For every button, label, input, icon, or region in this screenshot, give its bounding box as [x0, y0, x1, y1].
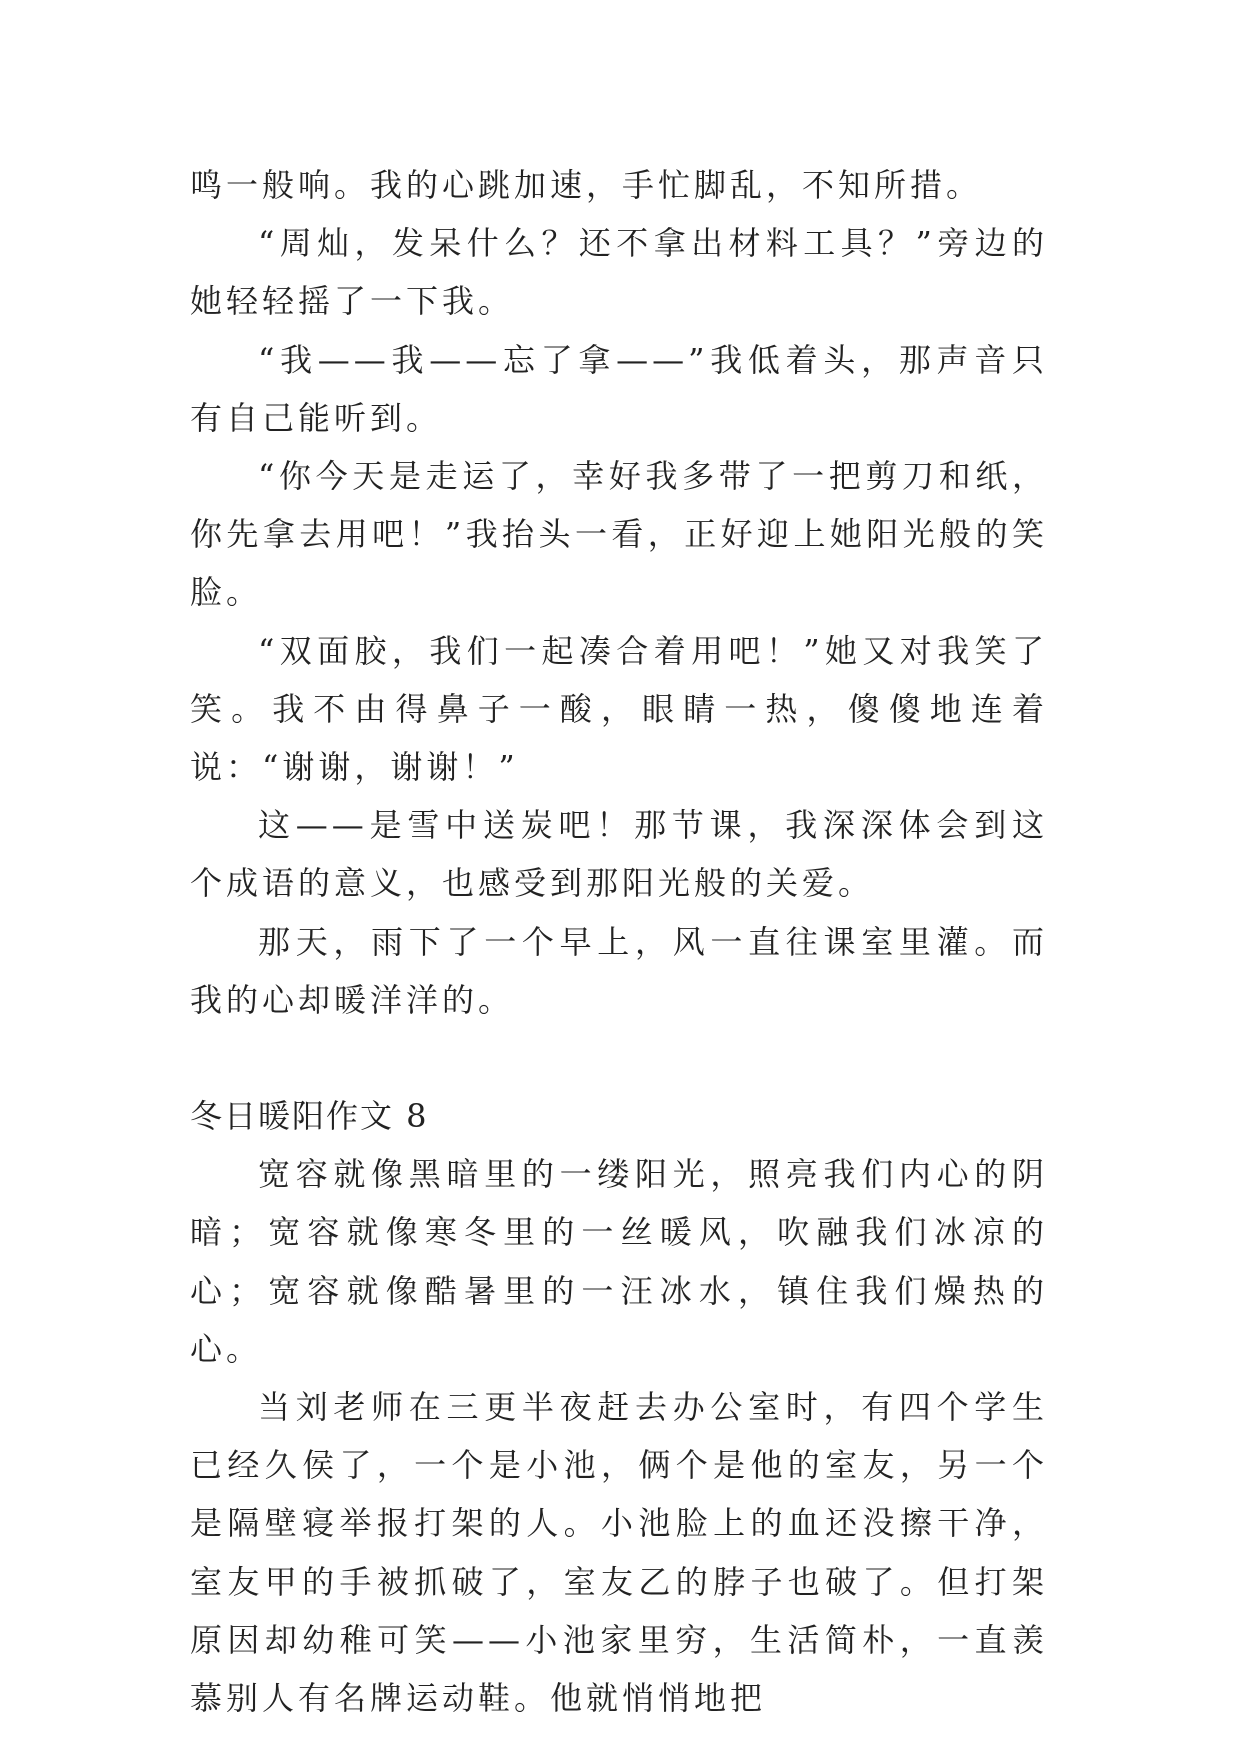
document-body: [190, 156, 1048, 1727]
paragraph: “我——我——忘了拿——”我低着头，那声音只有自己能听到。: [190, 340, 1048, 437]
paragraph: 当刘老师在三更半夜赶去办公室时，有四个学生已经久侯了，一个是小池，俩个是他的室友，另一个是隔壁寝举报打架的人。小池脸上的血还没擦干净，室友甲的手被抓破了，室友乙的脖子也破了。但打架原因却幼稚可笑——小池家里穷，生活简朴，一直羡慕别人有名牌运动鞋。他就悄悄地把: [190, 1388, 1048, 1718]
paragraph: “你今天是走运了，幸好我多带了一把剪刀和纸，你先拿去用吧！”我抬头一看，正好迎上她阳光般的笑脸。: [190, 457, 1048, 612]
paragraph: “周灿，发呆什么？还不拿出材料工具？”旁边的她轻轻摇了一下我。: [190, 224, 1048, 321]
paragraph-continued: 鸣一般响。我的心跳加速，手忙脚乱，不知所措。: [190, 166, 983, 204]
paragraph: 那天，雨下了一个早上，风一直往课室里灌。而我的心却暖洋洋的。: [190, 922, 1048, 1019]
paragraph: “双面胶，我们一起凑合着用吧！”她又对我笑了笑。我不由得鼻子一酸，眼睛一热，傻傻地连着说：“谢谢，谢谢！”: [190, 631, 1048, 787]
paragraph: 宽容就像黑暗里的一缕阳光，照亮我们内心的阴暗；宽容就像寒冬里的一丝暖风，吹融我们冰凉的心；宽容就像酷暑里的一汪冰水，镇住我们燥热的心。: [190, 1155, 1048, 1368]
section-title: 冬日暖阳作文 8: [190, 1097, 429, 1136]
paragraph: 这——是雪中送炭吧！那节课，我深深体会到这个成语的意义，也感受到那阳光般的关爱。: [190, 806, 1048, 903]
